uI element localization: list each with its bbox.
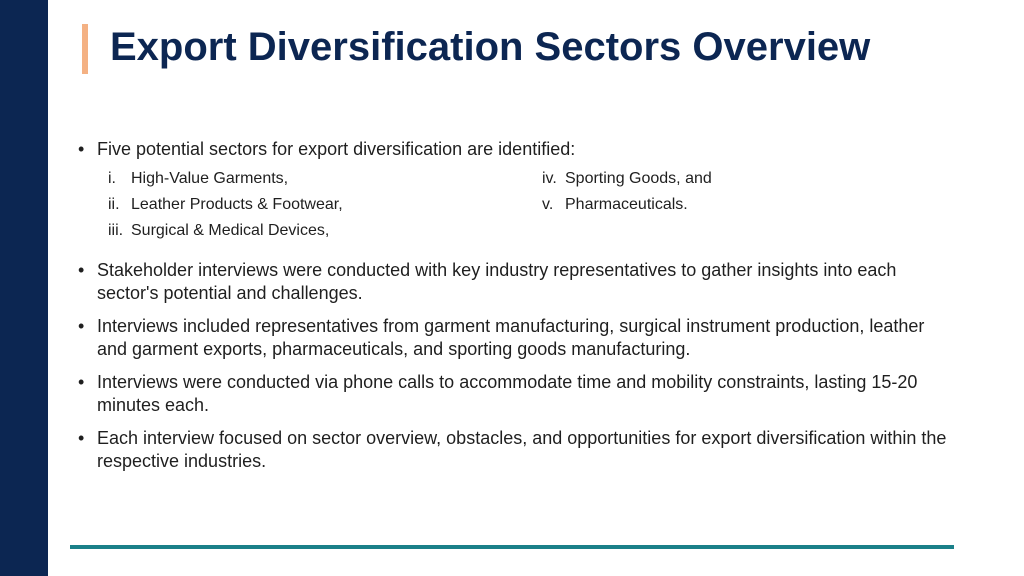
title-accent-bar: [82, 24, 88, 74]
sector-label: High-Value Garments,: [131, 170, 289, 187]
sector-list: [108, 169, 958, 249]
sector-item: [108, 221, 329, 241]
sector-item: [108, 169, 288, 189]
sector-number: iii.: [108, 222, 124, 239]
sector-label: Pharmaceuticals.: [565, 196, 688, 213]
sector-number: ii.: [108, 196, 120, 213]
bullet-stakeholder-interviews: • Stakeholder interviews were conducted with key industry representatives to gather insights into each sector's potential and challenges.: [78, 259, 958, 305]
sector-label: Leather Products & Footwear,: [131, 196, 343, 213]
bullet-interview-method: • Interviews were conducted via phone calls to accommodate time and mobility constraints, lasting 15-20 minutes each.: [78, 371, 958, 417]
sector-label: Sporting Goods, and: [565, 170, 712, 187]
sector-item: [542, 169, 712, 189]
sector-number: i.: [108, 170, 116, 187]
bullet-interview-focus: • Each interview focused on sector overview, obstacles, and opportunities for export diversification within the respective industries.: [78, 427, 958, 473]
bullet-intro: • Five potential sectors for export diversification are identified:: [78, 138, 958, 161]
sector-item: [542, 195, 688, 215]
sector-item: [108, 195, 343, 215]
sector-label: Surgical & Medical Devices,: [131, 222, 330, 239]
sector-number: iv.: [542, 170, 557, 187]
slide-title: Export Diversification Sectors Overview: [110, 25, 871, 69]
bullet-list: [78, 138, 958, 483]
bullet-interview-representatives: • Interviews included representatives from garment manufacturing, surgical instrument production, leather and garment exports, pharmaceuticals, and sporting goods manufacturing.: [78, 315, 958, 361]
sector-number: v.: [542, 196, 554, 213]
footer-divider-line: [70, 545, 954, 549]
left-sidebar-band: [0, 0, 48, 576]
